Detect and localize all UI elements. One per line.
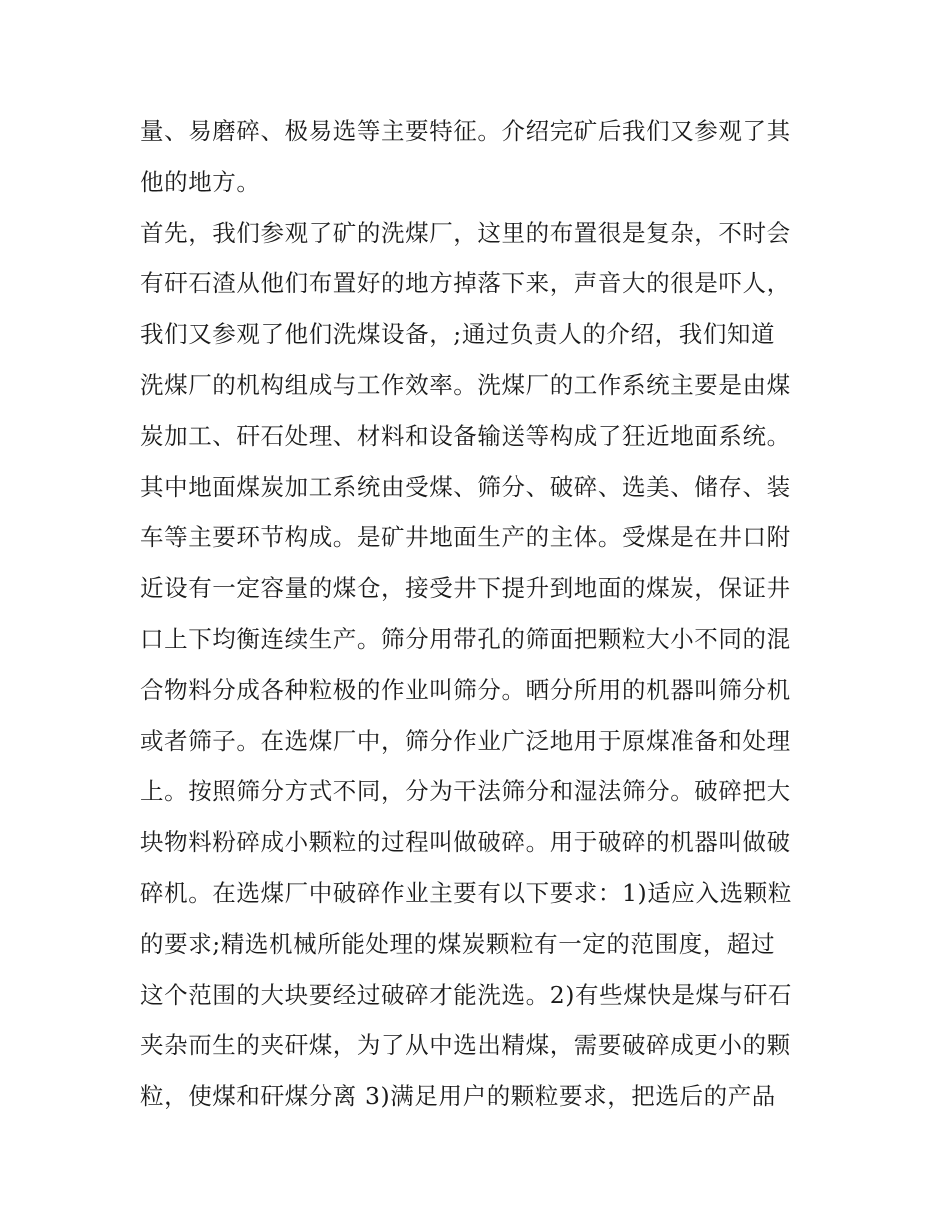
text-line: 他的地方。 (140, 167, 261, 196)
text-line: 夹杂而生的夹矸煤，为了从中选出精煤，需要破碎成更小的颗 (140, 1031, 791, 1060)
text-line: 碎机。在选煤厂中破碎作业主要有以下要求：1)适应入选颗粒 (140, 878, 792, 907)
text-line: 车等主要环节构成。是矿井地面生产的主体。受煤是在井口附 (140, 523, 791, 552)
text-line: 的要求;精选机械所能处理的煤炭颗粒有一定的范围度，超过 (140, 929, 776, 958)
text-line: 粒，使煤和矸煤分离 3)满足用户的颗粒要求，把选后的产品 (140, 1082, 776, 1111)
text-line: 近设有一定容量的煤仓，接受井下提升到地面的煤炭，保证井 (140, 574, 791, 603)
text-line: 其中地面煤炭加工系统由受煤、筛分、破碎、选美、储存、装 (140, 472, 791, 501)
text-line: 首先，我们参观了矿的洗煤厂，这里的布置很是复杂，不时会 (140, 218, 791, 247)
text-line: 量、易磨碎、极易选等主要特征。介绍完矿后我们又参观了其 (140, 117, 791, 145)
text-line: 有矸石渣从他们布置好的地方掉落下来，声音大的很是吓人， (140, 269, 791, 298)
text-line: 我们又参观了他们洗煤设备，;通过负责人的介绍，我们知道 (140, 320, 776, 349)
text-line: 炭加工、矸石处理、材料和设备输送等构成了狂近地面系统。 (140, 421, 791, 450)
text-line: 口上下均衡连续生产。筛分用带孔的筛面把颗粒大小不同的混 (140, 624, 791, 653)
text-line: 上。按照筛分方式不同，分为干法筛分和湿法筛分。破碎把大 (140, 777, 791, 806)
text-line: 这个范围的大块要经过破碎才能洗选。2)有些煤快是煤与矸石 (140, 980, 792, 1009)
body-text (140, 106, 830, 1122)
text-line: 洗煤厂的机构组成与工作效率。洗煤厂的工作系统主要是由煤 (140, 370, 791, 399)
text-line: 或者筛子。在选煤厂中，筛分作业广泛地用于原煤准备和处理 (140, 726, 791, 755)
text-line: 合物料分成各种粒极的作业叫筛分。晒分所用的机器叫筛分机 (140, 675, 791, 704)
text-line: 块物料粉碎成小颗粒的过程叫做破碎。用于破碎的机器叫做破 (140, 828, 791, 857)
